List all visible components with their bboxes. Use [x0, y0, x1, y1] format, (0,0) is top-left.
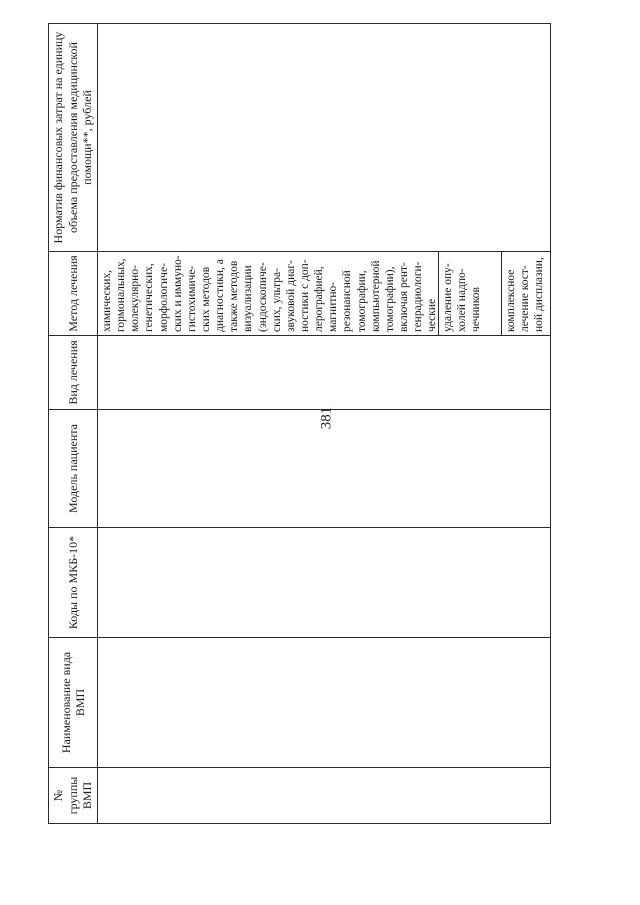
header-financial-norm: Норматив финансовых затрат на единицу объема предоставления медицинской помощи**, рублей — [49, 24, 98, 252]
cell-patient-model — [98, 410, 551, 528]
method-adrenal-tumor-removal-text: удаление опу- холей надпо- чечников — [439, 252, 502, 335]
page-number: 381 — [318, 406, 335, 430]
vmp-table — [48, 23, 551, 824]
method-diagnostics-text: химических, гормональных, молекулярно- генетических, морфологиче- ских и иммуно- гистохимиче- ских методов диагностики, а также методов визуализации (эндоскопиче- ских, ультра- звуковой диаг- ностики с доп- лерографией, магнитно- резонансной томографии, компьютерной томографии), включая рент- генрадиологи- ческие — [98, 252, 439, 335]
header-vmp-type-name: Наименование вида ВМП — [49, 638, 98, 768]
header-icd10-codes: Коды по МКБ-10* — [49, 528, 98, 638]
cell-treatment-type — [98, 336, 551, 410]
method-bone-dysplasia-text: комплексное лечение кост- ной дисплазии, — [505, 257, 546, 332]
rotated-table-container — [48, 24, 551, 824]
header-treatment-method: Метод лечения — [49, 252, 98, 336]
cell-icd10-codes — [98, 528, 551, 638]
table-header-row — [49, 24, 98, 824]
table-row — [98, 24, 551, 824]
header-patient-model: Модель пациента — [49, 410, 98, 528]
cell-treatment-method — [98, 252, 551, 336]
cell-vmp-type-name — [98, 638, 551, 768]
header-group-number: № группы ВМП — [49, 768, 98, 824]
header-treatment-type: Вид лечения — [49, 336, 98, 410]
cell-financial-norm — [98, 24, 551, 252]
cell-group-number — [98, 768, 551, 824]
